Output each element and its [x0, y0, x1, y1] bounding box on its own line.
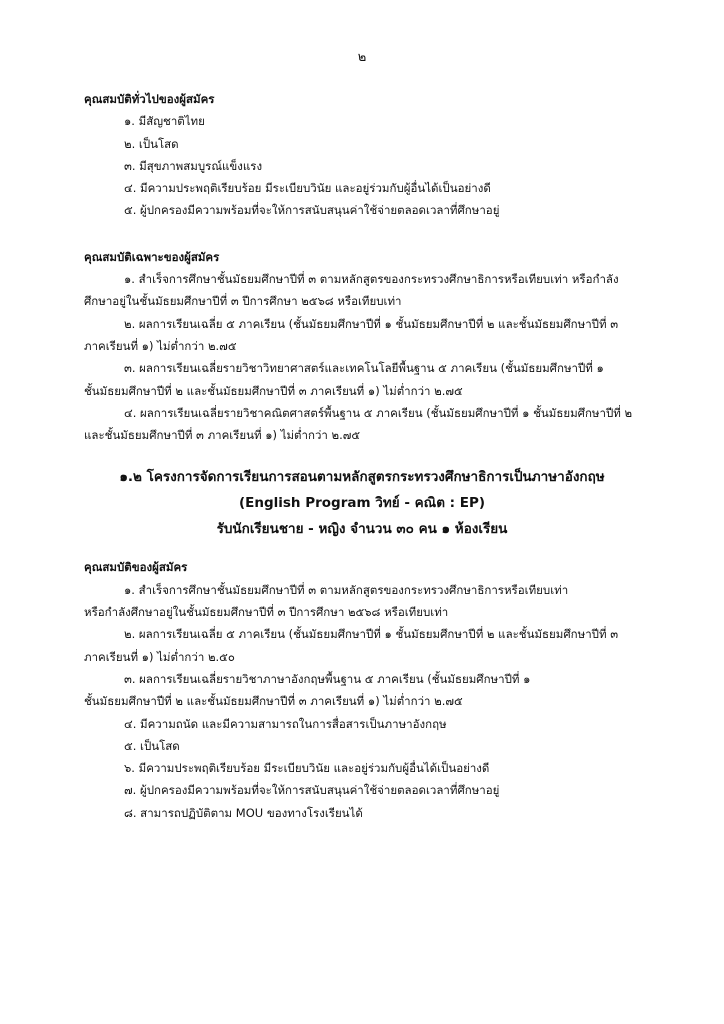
- specific-item-line: ๑. สำเร็จการศึกษาชั้นมัธยมศึกษาปีที่ ๓ ตามหลักสูตรของกระทรวงศึกษาธิการหรือเทียบเท่า หรือกำลัง: [124, 272, 619, 287]
- ep-item-line: ๓. ผลการเรียนเฉลี่ยรายวิชาภาษาอังกฤษพื้นฐาน ๕ ภาคเรียน (ชั้นมัธยมศึกษาปีที่ ๑: [124, 671, 531, 686]
- specific-item-line: ๒. ผลการเรียนเฉลี่ย ๕ ภาคเรียน (ชั้นมัธยมศึกษาปีที่ ๑ ชั้นมัธยมศึกษาปีที่ ๒ และชั้นมัธยมศึกษาปีที่ ๓: [124, 316, 619, 331]
- page-number: ๒: [357, 50, 367, 65]
- program-title-block: [0, 464, 724, 542]
- ep-item: ๖. มีความประพฤติเรียบร้อย มีระเบียบวินัย และอยู่ร่วมกับผู้อื่นได้เป็นอย่างดี: [124, 761, 490, 776]
- specific-item-line: ๔. ผลการเรียนเฉลี่ยรายวิชาคณิตศาสตร์พื้นฐาน ๕ ภาคเรียน (ชั้นมัธยมศึกษาปีที่ ๑ ชั้นมัธยมศึกษาปีที่ ๒: [124, 405, 633, 420]
- specific-item-line: ชั้นมัธยมศึกษาปีที่ ๒ และชั้นมัธยมศึกษาปีที่ ๓ ภาคเรียนที่ ๑) ไม่ต่ำกว่า ๒.๗๕: [84, 383, 463, 398]
- ep-item-line: ชั้นมัธยมศึกษาปีที่ ๒ และชั้นมัธยมศึกษาปีที่ ๓ ภาคเรียนที่ ๑) ไม่ต่ำกว่า ๒.๗๕: [84, 694, 463, 709]
- specific-item: [84, 402, 659, 447]
- ep-item-line: ๑. สำเร็จการศึกษาชั้นมัธยมศึกษาปีที่ ๓ ตามหลักสูตรของกระทรวงศึกษาธิการหรือเทียบเท่า: [124, 582, 569, 597]
- general-item: ๒. เป็นโสด: [124, 136, 179, 151]
- ep-item: ๘. สามารถปฏิบัติตาม MOU ของทางโรงเรียนได้: [124, 805, 363, 820]
- specific-item-line: ภาคเรียนที่ ๑) ไม่ต่ำกว่า ๒.๗๕: [84, 338, 237, 353]
- ep-item: ๔. มีความถนัด และมีความสามารถในการสื่อสารเป็นภาษาอังกฤษ: [124, 716, 447, 731]
- ep-item: [84, 668, 659, 713]
- specific-item-line: ศึกษาอยู่ในชั้นมัธยมศึกษาปีที่ ๓ ปีการศึกษา ๒๕๖๘ หรือเทียบเท่า: [84, 294, 402, 309]
- specific-item: [84, 357, 659, 402]
- ep-qualifications-heading: คุณสมบัติของผู้สมัคร: [84, 560, 188, 575]
- ep-item: [84, 623, 659, 668]
- ep-item-line: ๒. ผลการเรียนเฉลี่ย ๕ ภาคเรียน (ชั้นมัธยมศึกษาปีที่ ๑ ชั้นมัธยมศึกษาปีที่ ๒ และชั้นมัธยมศึกษาปีที่ ๓: [124, 627, 619, 642]
- general-qualifications-heading: คุณสมบัติทั่วไปของผู้สมัคร: [84, 92, 215, 106]
- specific-item-line: ๓. ผลการเรียนเฉลี่ยรายวิชาวิทยาศาสตร์และเทคโนโลยีพื้นฐาน ๕ ภาคเรียน (ชั้นมัธยมศึกษาปีที่ ๑: [124, 361, 604, 376]
- specific-item-line: และชั้นมัธยมศึกษาปีที่ ๓ ภาคเรียนที่ ๑) ไม่ต่ำกว่า ๒.๗๕: [84, 428, 361, 443]
- program-subtitle: (English Program วิทย์ - คณิต : EP): [238, 495, 486, 512]
- general-item: ๑. มีสัญชาติไทย: [124, 114, 205, 129]
- document-body: [84, 88, 659, 824]
- ep-item-line: ภาคเรียนที่ ๑) ไม่ต่ำกว่า ๒.๕๐: [84, 649, 235, 664]
- specific-qualifications-heading: คุณสมบัติเฉพาะของผู้สมัคร: [84, 249, 220, 264]
- program-title: ๑.๒ โครงการจัดการเรียนการสอนตามหลักสูตรกระทรวงศึกษาธิการเป็นภาษาอังกฤษ: [119, 469, 605, 486]
- ep-item-line: หรือกำลังศึกษาอยู่ในชั้นมัธยมศึกษาปีที่ ๓ ปีการศึกษา ๒๕๖๘ หรือเทียบเท่า: [84, 605, 449, 620]
- general-item: ๔. มีความประพฤติเรียบร้อย มีระเบียบวินัย และอยู่ร่วมกับผู้อื่นได้เป็นอย่างดี: [124, 181, 491, 196]
- ep-item: [84, 579, 659, 624]
- specific-item: [84, 313, 659, 358]
- specific-item: [84, 268, 659, 313]
- program-capacity: รับนักเรียนชาย - หญิง จำนวน ๓๐ คน ๑ ห้องเรียน: [216, 521, 508, 538]
- ep-item: ๗. ผู้ปกครองมีความพร้อมที่จะให้การสนับสนุนค่าใช้จ่ายตลอดเวลาที่ศึกษาอยู่: [124, 783, 500, 798]
- general-item: ๓. มีสุขภาพสมบูรณ์แข็งแรง: [124, 158, 263, 173]
- general-item: ๕. ผู้ปกครองมีความพร้อมที่จะให้การสนับสนุนค่าใช้จ่ายตลอดเวลาที่ศึกษาอยู่: [124, 203, 500, 218]
- ep-item: ๕. เป็นโสด: [124, 738, 180, 753]
